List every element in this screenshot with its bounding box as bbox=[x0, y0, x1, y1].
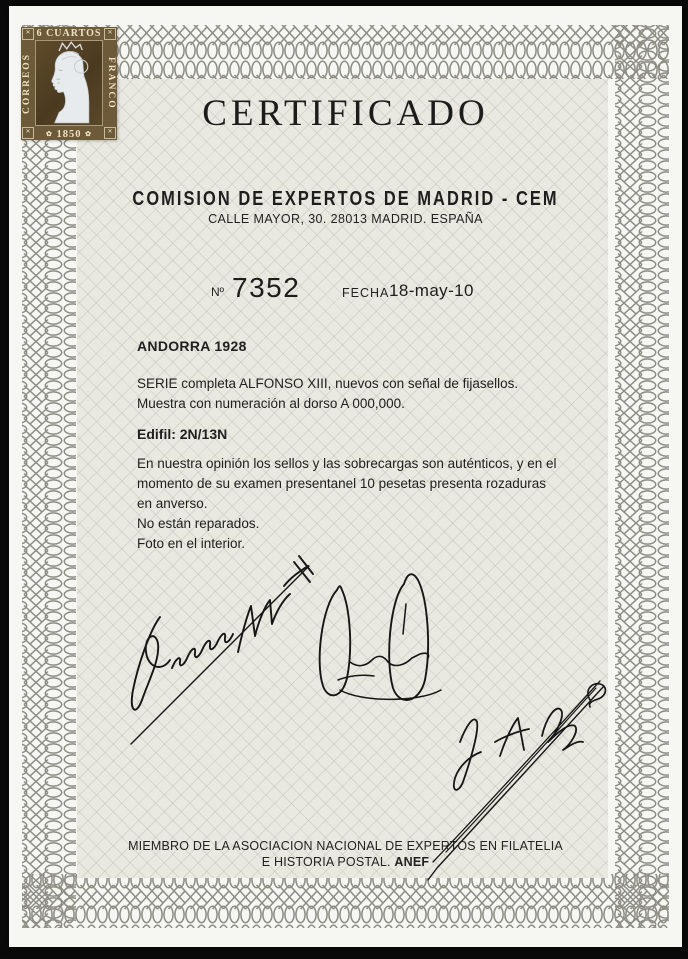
description-line: Muestra con numeración al dorso A 000,000. bbox=[137, 396, 405, 411]
stamp-corner-ornament: ✕ bbox=[104, 28, 116, 40]
date-label: FECHA bbox=[342, 286, 390, 300]
stamp-corner-ornament: ✕ bbox=[104, 127, 116, 139]
organization-address: CALLE MAYOR, 30. 28013 MADRID. ESPAÑA bbox=[208, 212, 483, 226]
opinion-line: momento de su examen presentanel 10 pesetas presenta rozaduras bbox=[137, 476, 547, 491]
certificate-number: 7352 bbox=[232, 272, 301, 303]
footer-text: E HISTORIA POSTAL. bbox=[261, 855, 391, 869]
stamp-ornament-icon: ✿ bbox=[46, 130, 53, 138]
opinion-line: Foto en el interior. bbox=[137, 536, 246, 551]
footer-org-acronym: ANEF bbox=[394, 855, 430, 869]
description-paragraph bbox=[137, 374, 597, 414]
stamp-year: 1850 bbox=[56, 129, 82, 140]
date-value: 18-may-10 bbox=[389, 281, 474, 300]
opinion-line: en anverso. bbox=[137, 496, 208, 511]
opinion-paragraph bbox=[137, 454, 597, 554]
description-line: SERIE completa ALFONSO XIII, nuevos con señal de fijasellos. bbox=[137, 376, 519, 391]
lot-heading: ANDORRA 1928 bbox=[137, 338, 247, 354]
stamp-ornament-icon: ✿ bbox=[85, 130, 92, 138]
footer-membership-line1: MIEMBRO DE LA ASOCIACION NACIONAL DE EXPERTOS EN FILATELIA bbox=[128, 839, 563, 853]
certificate-number-label: Nº bbox=[211, 285, 225, 299]
stamp-top-label: 6 CUARTOS bbox=[36, 28, 102, 39]
border-left bbox=[22, 25, 76, 928]
border-bottom bbox=[22, 874, 669, 928]
border-top bbox=[22, 25, 669, 79]
organization-name: COMISION DE EXPERTOS DE MADRID - CEM bbox=[132, 188, 559, 210]
stamp-left-label: CORREOS bbox=[22, 53, 32, 114]
stamp-corner-ornament: ✕ bbox=[22, 28, 34, 40]
footer-membership-line2 bbox=[80, 855, 611, 869]
opinion-line: En nuestra opinión los sellos y las sobrecargas son auténticos, y en el bbox=[137, 456, 557, 471]
opinion-line: No están reparados. bbox=[137, 516, 260, 531]
certificate-title: CERTIFICADO bbox=[202, 93, 489, 134]
catalog-reference: Edifil: 2N/13N bbox=[137, 426, 228, 442]
stamp-right-label: FRANCO bbox=[106, 57, 116, 110]
stamp-corner-ornament: ✕ bbox=[22, 127, 34, 139]
border-right bbox=[615, 25, 669, 928]
